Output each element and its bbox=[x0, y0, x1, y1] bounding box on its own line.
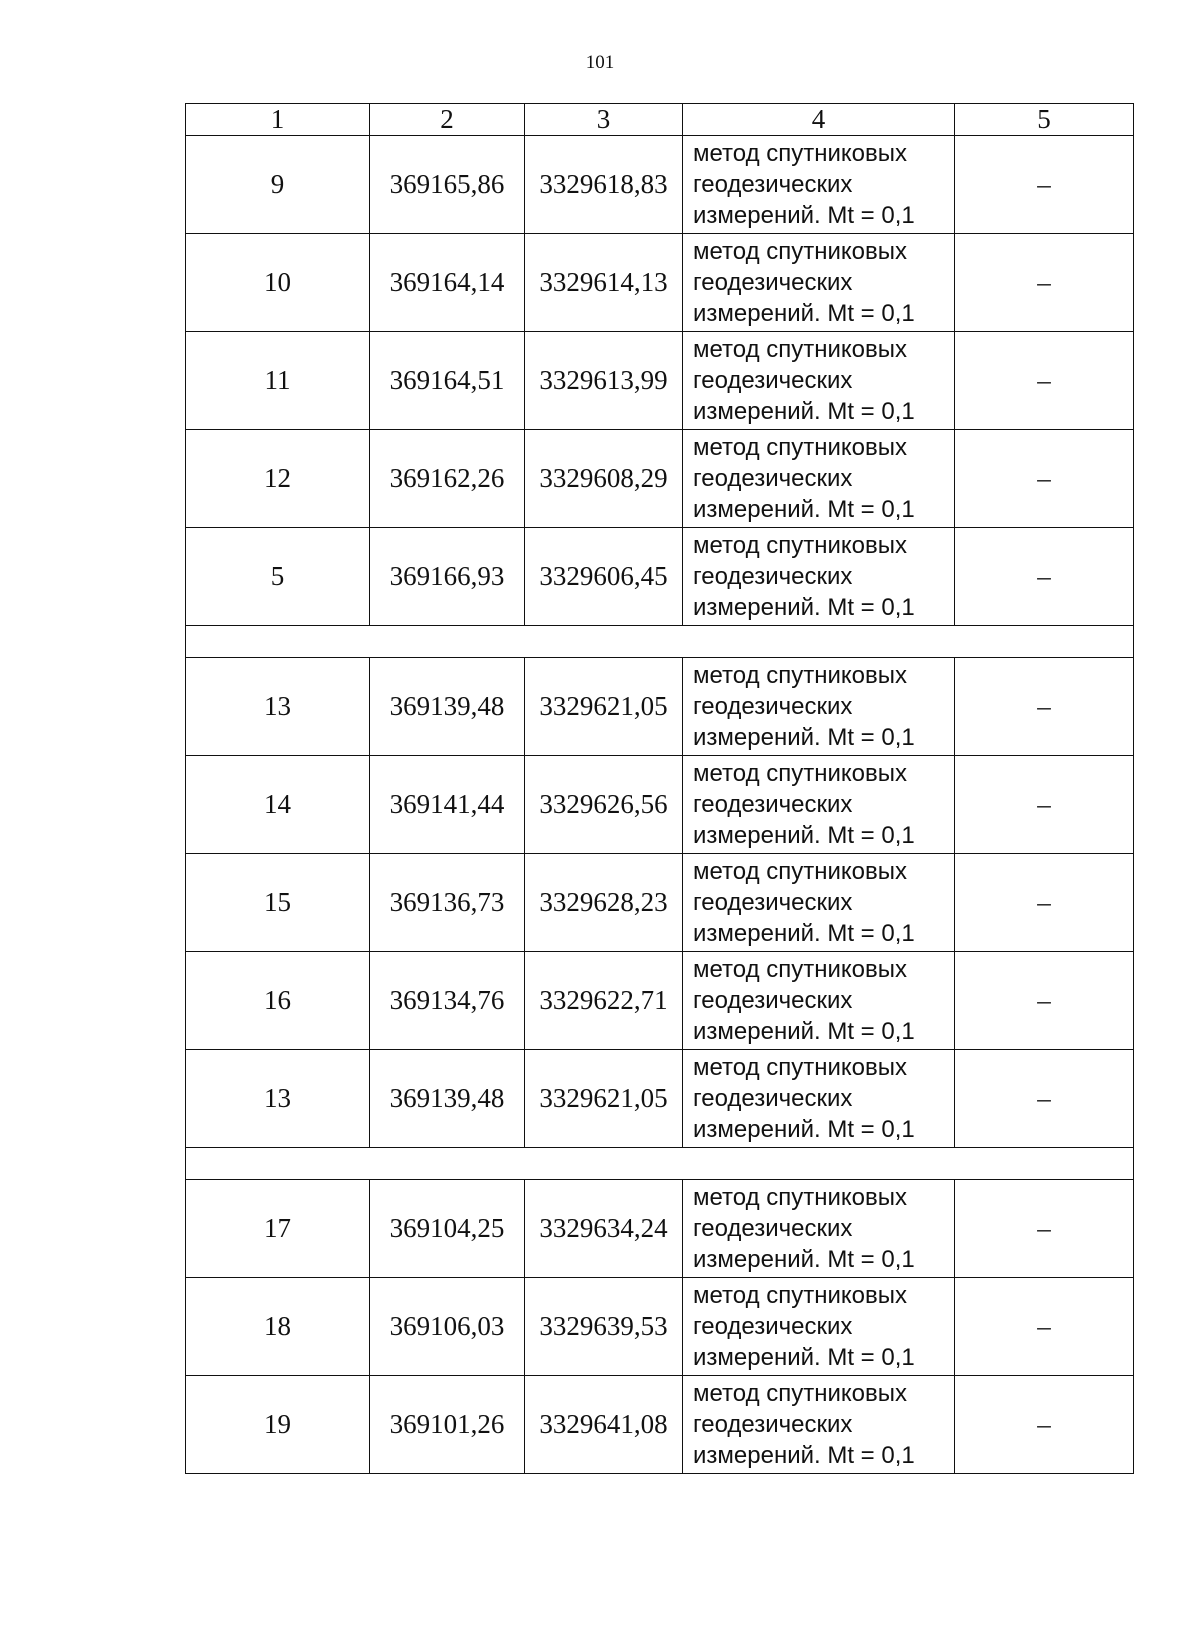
method-line: измерений. Mt = 0,1 bbox=[693, 496, 915, 523]
note-cell: – bbox=[955, 658, 1134, 756]
y-coordinate-cell: 3329621,05 bbox=[525, 658, 683, 756]
method-line: измерений. Mt = 0,1 bbox=[693, 1018, 915, 1045]
method-cell bbox=[683, 1376, 955, 1474]
method-cell bbox=[683, 1050, 955, 1148]
y-coordinate-cell: 3329622,71 bbox=[525, 952, 683, 1050]
point-number-cell: 9 bbox=[186, 136, 370, 234]
method-cell bbox=[683, 756, 955, 854]
group-separator-row bbox=[186, 626, 1134, 658]
x-coordinate-cell: 369141,44 bbox=[370, 756, 525, 854]
y-coordinate-cell: 3329614,13 bbox=[525, 234, 683, 332]
method-line: геодезических bbox=[693, 693, 853, 720]
y-coordinate-cell: 3329626,56 bbox=[525, 756, 683, 854]
x-coordinate-cell: 369139,48 bbox=[370, 1050, 525, 1148]
method-line: измерений. Mt = 0,1 bbox=[693, 822, 915, 849]
table-row bbox=[186, 332, 1134, 430]
method-line: метод спутниковых bbox=[693, 760, 908, 787]
table-row bbox=[186, 854, 1134, 952]
x-coordinate-cell: 369164,51 bbox=[370, 332, 525, 430]
point-number-cell: 19 bbox=[186, 1376, 370, 1474]
method-line: геодезических bbox=[693, 563, 853, 590]
point-number-cell: 16 bbox=[186, 952, 370, 1050]
method-line: геодезических bbox=[693, 889, 853, 916]
method-line: геодезических bbox=[693, 1085, 853, 1112]
method-cell bbox=[683, 332, 955, 430]
point-number-cell: 11 bbox=[186, 332, 370, 430]
x-coordinate-cell: 369165,86 bbox=[370, 136, 525, 234]
method-line: измерений. Mt = 0,1 bbox=[693, 594, 915, 621]
page-number: 101 bbox=[585, 52, 615, 73]
method-line: метод спутниковых bbox=[693, 1184, 908, 1211]
point-number-cell: 10 bbox=[186, 234, 370, 332]
method-line: геодезических bbox=[693, 791, 853, 818]
method-line: измерений. Mt = 0,1 bbox=[693, 1246, 915, 1273]
method-line: геодезических bbox=[693, 269, 853, 296]
table-row bbox=[186, 1376, 1134, 1474]
note-cell: – bbox=[955, 332, 1134, 430]
y-coordinate-cell: 3329628,23 bbox=[525, 854, 683, 952]
table-row bbox=[186, 952, 1134, 1050]
point-number-cell: 14 bbox=[186, 756, 370, 854]
method-line: геодезических bbox=[693, 987, 853, 1014]
table-row bbox=[186, 430, 1134, 528]
method-line: геодезических bbox=[693, 465, 853, 492]
method-line: метод спутниковых bbox=[693, 140, 908, 167]
point-number-cell: 5 bbox=[186, 528, 370, 626]
y-coordinate-cell: 3329634,24 bbox=[525, 1180, 683, 1278]
header-cell: 5 bbox=[955, 104, 1134, 136]
header-cell: 3 bbox=[525, 104, 683, 136]
coordinates-table bbox=[185, 103, 1134, 1474]
table-row bbox=[186, 528, 1134, 626]
note-cell: – bbox=[955, 756, 1134, 854]
note-cell: – bbox=[955, 1050, 1134, 1148]
method-line: измерений. Mt = 0,1 bbox=[693, 1116, 915, 1143]
method-line: геодезических bbox=[693, 1215, 853, 1242]
method-line: измерений. Mt = 0,1 bbox=[693, 1344, 915, 1371]
method-cell bbox=[683, 854, 955, 952]
method-cell bbox=[683, 528, 955, 626]
point-number-cell: 15 bbox=[186, 854, 370, 952]
method-cell bbox=[683, 430, 955, 528]
group-separator-row bbox=[186, 1148, 1134, 1180]
method-line: геодезических bbox=[693, 171, 853, 198]
point-number-cell: 18 bbox=[186, 1278, 370, 1376]
method-line: измерений. Mt = 0,1 bbox=[693, 202, 915, 229]
x-coordinate-cell: 369106,03 bbox=[370, 1278, 525, 1376]
table-row bbox=[186, 658, 1134, 756]
method-line: геодезических bbox=[693, 1411, 853, 1438]
note-cell: – bbox=[955, 854, 1134, 952]
x-coordinate-cell: 369166,93 bbox=[370, 528, 525, 626]
note-cell: – bbox=[955, 1180, 1134, 1278]
x-coordinate-cell: 369162,26 bbox=[370, 430, 525, 528]
method-line: метод спутниковых bbox=[693, 1380, 908, 1407]
table-row bbox=[186, 136, 1134, 234]
method-cell bbox=[683, 234, 955, 332]
method-cell bbox=[683, 136, 955, 234]
note-cell: – bbox=[955, 1278, 1134, 1376]
method-line: метод спутниковых bbox=[693, 434, 908, 461]
method-line: измерений. Mt = 0,1 bbox=[693, 920, 915, 947]
method-line: измерений. Mt = 0,1 bbox=[693, 1442, 915, 1469]
x-coordinate-cell: 369101,26 bbox=[370, 1376, 525, 1474]
point-number-cell: 13 bbox=[186, 1050, 370, 1148]
method-line: метод спутниковых bbox=[693, 662, 908, 689]
method-line: измерений. Mt = 0,1 bbox=[693, 300, 915, 327]
note-cell: – bbox=[955, 952, 1134, 1050]
header-cell: 2 bbox=[370, 104, 525, 136]
note-cell: – bbox=[955, 430, 1134, 528]
method-line: метод спутниковых bbox=[693, 336, 908, 363]
table-row bbox=[186, 1278, 1134, 1376]
x-coordinate-cell: 369104,25 bbox=[370, 1180, 525, 1278]
table-row bbox=[186, 1180, 1134, 1278]
point-number-cell: 17 bbox=[186, 1180, 370, 1278]
x-coordinate-cell: 369136,73 bbox=[370, 854, 525, 952]
method-line: измерений. Mt = 0,1 bbox=[693, 398, 915, 425]
table-header-row bbox=[186, 104, 1134, 136]
method-cell bbox=[683, 1278, 955, 1376]
header-cell: 1 bbox=[186, 104, 370, 136]
table-row bbox=[186, 1050, 1134, 1148]
table-row bbox=[186, 234, 1134, 332]
point-number-cell: 12 bbox=[186, 430, 370, 528]
method-line: геодезических bbox=[693, 367, 853, 394]
point-number-cell: 13 bbox=[186, 658, 370, 756]
method-cell bbox=[683, 952, 955, 1050]
y-coordinate-cell: 3329608,29 bbox=[525, 430, 683, 528]
method-line: метод спутниковых bbox=[693, 1054, 908, 1081]
y-coordinate-cell: 3329641,08 bbox=[525, 1376, 683, 1474]
note-cell: – bbox=[955, 136, 1134, 234]
method-line: метод спутниковых bbox=[693, 956, 908, 983]
method-cell bbox=[683, 1180, 955, 1278]
method-line: геодезических bbox=[693, 1313, 853, 1340]
method-line: метод спутниковых bbox=[693, 1282, 908, 1309]
x-coordinate-cell: 369139,48 bbox=[370, 658, 525, 756]
y-coordinate-cell: 3329613,99 bbox=[525, 332, 683, 430]
note-cell: – bbox=[955, 234, 1134, 332]
y-coordinate-cell: 3329621,05 bbox=[525, 1050, 683, 1148]
x-coordinate-cell: 369164,14 bbox=[370, 234, 525, 332]
method-line: метод спутниковых bbox=[693, 532, 908, 559]
table-row bbox=[186, 756, 1134, 854]
y-coordinate-cell: 3329618,83 bbox=[525, 136, 683, 234]
method-line: метод спутниковых bbox=[693, 238, 908, 265]
table-body bbox=[186, 104, 1134, 1474]
y-coordinate-cell: 3329639,53 bbox=[525, 1278, 683, 1376]
separator-cell bbox=[186, 626, 1134, 658]
note-cell: – bbox=[955, 528, 1134, 626]
x-coordinate-cell: 369134,76 bbox=[370, 952, 525, 1050]
method-line: метод спутниковых bbox=[693, 858, 908, 885]
method-line: измерений. Mt = 0,1 bbox=[693, 724, 915, 751]
header-cell: 4 bbox=[683, 104, 955, 136]
note-cell: – bbox=[955, 1376, 1134, 1474]
separator-cell bbox=[186, 1148, 1134, 1180]
method-cell bbox=[683, 658, 955, 756]
y-coordinate-cell: 3329606,45 bbox=[525, 528, 683, 626]
